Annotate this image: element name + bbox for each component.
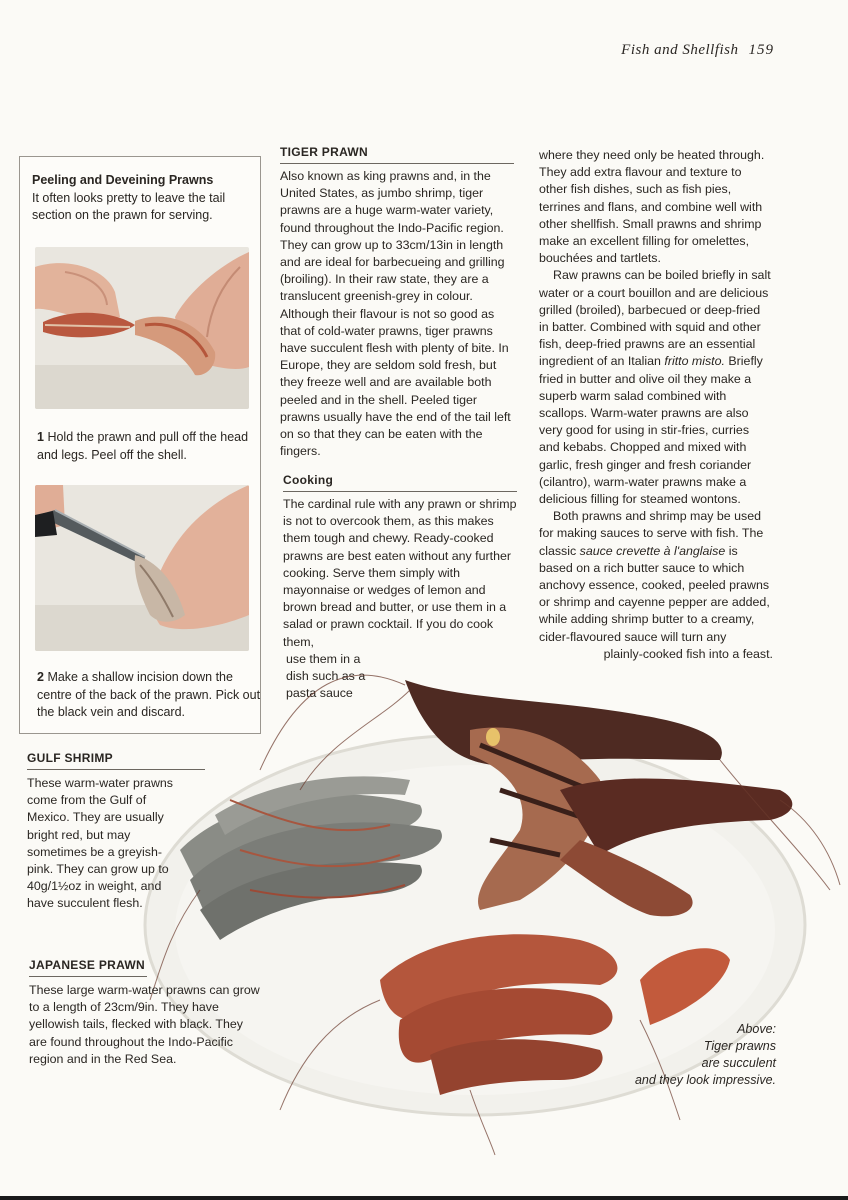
right-p3-start: Both prawns and shrimp may be used for making sauces to serve with fish. The classic xyxy=(539,509,764,558)
caption-line-2: Tiger prawns xyxy=(703,1039,776,1053)
tiger-prawn-paragraph: Also known as king prawns and, in the United States, as jumbo shrimp, tiger prawns are a huge warm-water variety, found throughout the Indo-Pacific region. They can grow up to 33cm/13in in length and are ideal for barbecueing and grilling (broiling). In their raw state, they are a translucent greenish-grey in colour. Although their flavour is not so good as that of cold-water prawns, tiger prawns have succulent flesh with plenty of bite. In Europe, they are seldom sold fresh, but they freeze well and are available both peeled and in the shell. Peeled tiger prawns usually have the end of the tail left on so that they can be eaten with the fingers. xyxy=(280,169,511,459)
right-p2-end: Briefly fried in butter and olive oil they make a superb warm salad combined with scallops. Warm-water prawns are also very good for using in stir-fries, curries and kebabs. Chopped and mixed with garlic, fresh ginger and fresh coriander (cilantro), warm-water prawns make a delicious filling for steamed wontons. xyxy=(539,354,763,507)
right-p2-start: Raw prawns can be boiled briefly in salt water or a court bouillon and are delicious grilled (broiled), barbecued or deep-fried in batter. Combined with squid and other fish, deep-fried prawns are an essential ingredient of an Italian xyxy=(539,268,771,369)
peeling-prawn-photo xyxy=(35,247,249,409)
cooking-heading: Cooking xyxy=(283,473,517,492)
sauce-crevette-term: sauce crevette à l'anglaise xyxy=(579,543,726,558)
japanese-prawn-heading: JAPANESE PRAWN xyxy=(29,958,147,977)
section-title: Fish and Shellfish xyxy=(621,42,739,58)
cooking-line-3: pasta sauce xyxy=(286,686,353,701)
right-paragraph-2 xyxy=(539,267,773,508)
caption-line-3: are succulent xyxy=(701,1056,776,1070)
page-number: 159 xyxy=(748,42,774,58)
step-1-text: Hold the prawn and pull off the head and legs. Peel off the shell. xyxy=(37,430,249,462)
caption-line-1: Above: xyxy=(737,1022,776,1036)
step-2-number: 2 xyxy=(37,670,44,684)
caption-line-4: and they look impressive. xyxy=(634,1073,776,1087)
right-paragraph-1: where they need only be heated through. They add extra flavour and texture to other fish dishes, such as fish pies, terrines and flans, and combine well with other shellfish. Small prawns and shrimp make an excellent filling for omelettes, bouchées and tartlets. xyxy=(539,148,765,266)
fritto-misto-term: fritto misto. xyxy=(664,354,725,369)
gulf-shrimp-heading: GULF SHRIMP xyxy=(27,751,205,770)
right-paragraph-last-line: plainly-cooked fish into a feast. xyxy=(603,646,773,661)
cooking-paragraph: The cardinal rule with any prawn or shrimp is not to overcook them, as this makes them tough and chewy. Ready-cooked prawns are best eaten without any further cooking. Serve them simply with mayonnaise or wedges of lemon and brown bread and butter, or use them in a salad or prawn cocktail. If you do cook them, xyxy=(283,497,517,649)
right-paragraph-3 xyxy=(539,508,773,646)
deveining-knife-photo xyxy=(35,485,249,651)
sidebar-intro: It often looks pretty to leave the tail section on the prawn for serving. xyxy=(32,191,226,222)
cooking-body xyxy=(283,496,517,651)
sidebar-title: Peeling and Deveining Prawns xyxy=(32,173,214,187)
japanese-prawn-paragraph: These large warm-water prawns can grow to a length of 23cm/9in. They have yellowish tails, flecked with black. They are found throughout the Indo-Pacific region and in the Red Sea. xyxy=(29,983,260,1066)
cooking-line-2: dish such as a xyxy=(286,669,366,684)
right-column-text xyxy=(539,147,773,663)
japanese-prawn-body xyxy=(29,982,261,1068)
running-head xyxy=(621,42,774,59)
gulf-shrimp-body xyxy=(27,775,175,913)
step-2-text: Make a shallow incision down the centre of the back of the prawn. Pick out the black vein and discard. xyxy=(37,670,261,719)
cooking-line-1: use them in a xyxy=(286,652,361,666)
right-p3-end: is based on a rich butter sauce to which anchovy essence, cooked, peeled prawns or shrimp and cayenne pepper are added, while adding shrimp butter to a creamy, cider-flavoured sauce will turn any xyxy=(539,543,770,644)
photo-caption xyxy=(576,1021,776,1089)
step-1-caption xyxy=(37,429,261,464)
gulf-shrimp-paragraph: These warm-water prawns come from the Gulf of Mexico. They are usually bright red, but may sometimes be a greyish-pink. They can grow up to 40g/1½oz in weight, and have succulent flesh. xyxy=(27,776,173,911)
page-bottom-edge xyxy=(0,1196,848,1200)
step-1-number: 1 xyxy=(37,430,44,444)
tiger-prawn-heading: TIGER PRAWN xyxy=(280,145,514,164)
tiger-prawn-body xyxy=(280,168,514,460)
